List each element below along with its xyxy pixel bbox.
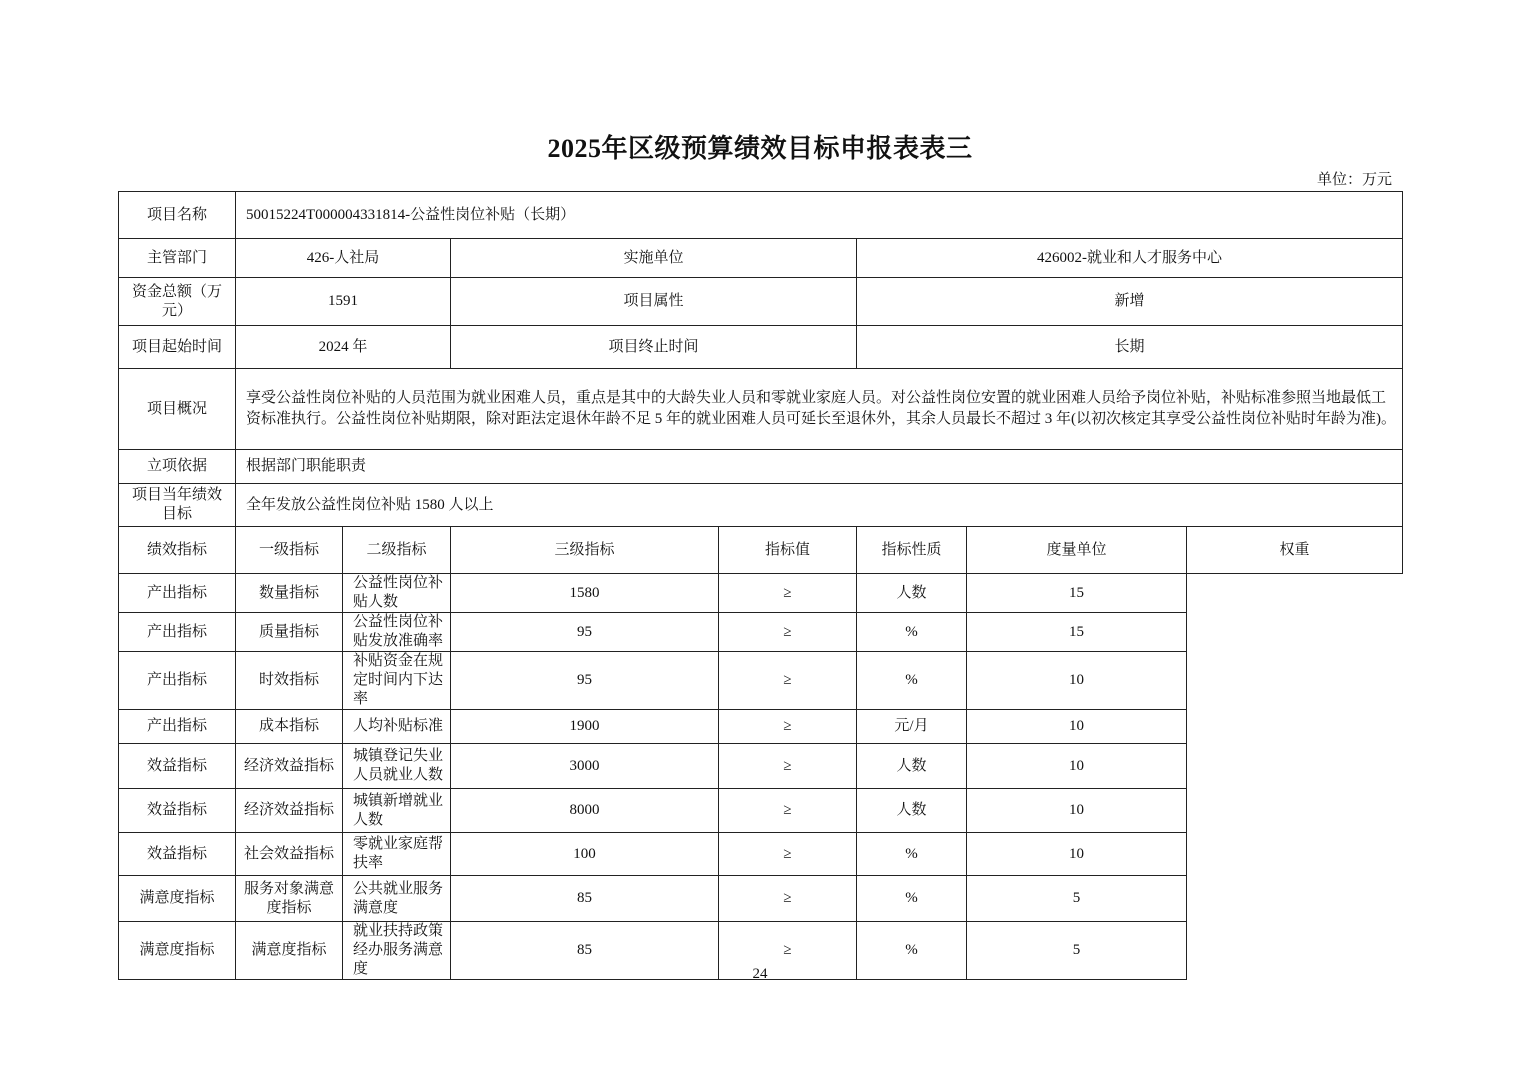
indicator-row: [119, 574, 1403, 613]
weight-cell: 15: [967, 574, 1187, 613]
level3-cell: 公共就业服务满意度: [343, 876, 451, 922]
attr-value: 新增: [857, 278, 1403, 326]
level1-cell: 产出指标: [119, 574, 236, 613]
level3-cell: 就业扶持政策经办服务满意度: [343, 922, 451, 980]
perf-label: 绩效指标: [119, 527, 236, 574]
basis-value: 根据部门职能职责: [236, 450, 1403, 484]
value-cell: 1900: [451, 710, 719, 744]
nature-cell: ≥: [719, 710, 857, 744]
indicator-row: [119, 652, 1403, 710]
nature-cell: ≥: [719, 922, 857, 980]
nature-cell: ≥: [719, 744, 857, 789]
end-label: 项目终止时间: [451, 326, 857, 369]
header-level1: 一级指标: [236, 527, 343, 574]
unit-cell: 元/月: [857, 710, 967, 744]
level1-cell: 产出指标: [119, 710, 236, 744]
basis-label: 立项依据: [119, 450, 236, 484]
dept-label: 主管部门: [119, 239, 236, 278]
level2-cell: 成本指标: [236, 710, 343, 744]
weight-cell: 10: [967, 833, 1187, 876]
nature-cell: ≥: [719, 613, 857, 652]
level1-cell: 满意度指标: [119, 876, 236, 922]
overview-text: 享受公益性岗位补贴的人员范围为就业困难人员，重点是其中的大龄失业人员和零就业家庭人员。对公益性岗位安置的就业困难人员给予岗位补贴，补贴标准参照当地最低工资标准执行。公益性岗位补贴期限，除对距法定退休年龄不足 5 年的就业困难人员可延长至退休外，其余人员最长不超过 3 年(以初次核定其享受公益性岗位补贴时年龄为准)。: [236, 369, 1403, 450]
indicator-row: [119, 833, 1403, 876]
level1-cell: 效益指标: [119, 744, 236, 789]
header-unit: 度量单位: [967, 527, 1187, 574]
start-value: 2024 年: [236, 326, 451, 369]
weight-cell: 5: [967, 922, 1187, 980]
level3-cell: 公益性岗位补贴发放准确率: [343, 613, 451, 652]
impl-label: 实施单位: [451, 239, 857, 278]
page-number: 24: [752, 966, 768, 982]
start-label: 项目起始时间: [119, 326, 236, 369]
level2-cell: 满意度指标: [236, 922, 343, 980]
nature-cell: ≥: [719, 652, 857, 710]
level3-cell: 城镇登记失业人员就业人数: [343, 744, 451, 789]
unit-cell: 人数: [857, 744, 967, 789]
project-name-label: 项目名称: [119, 192, 236, 239]
header-value: 指标值: [719, 527, 857, 574]
fund-value: 1591: [236, 278, 451, 326]
weight-cell: 15: [967, 613, 1187, 652]
header-level2: 二级指标: [343, 527, 451, 574]
overview-label: 项目概况: [119, 369, 236, 450]
value-cell: 100: [451, 833, 719, 876]
weight-cell: 10: [967, 710, 1187, 744]
value-cell: 85: [451, 876, 719, 922]
level3-cell: 人均补贴标准: [343, 710, 451, 744]
goal-label: 项目当年绩效目标: [119, 484, 236, 527]
level2-cell: 经济效益指标: [236, 744, 343, 789]
fund-label: 资金总额（万元）: [119, 278, 236, 326]
level2-cell: 经济效益指标: [236, 789, 343, 833]
level2-cell: 服务对象满意度指标: [236, 876, 343, 922]
level1-cell: 产出指标: [119, 613, 236, 652]
unit-cell: %: [857, 833, 967, 876]
nature-cell: ≥: [719, 574, 857, 613]
value-cell: 3000: [451, 744, 719, 789]
level1-cell: 效益指标: [119, 789, 236, 833]
level2-cell: 数量指标: [236, 574, 343, 613]
value-cell: 8000: [451, 789, 719, 833]
header-weight: 权重: [1187, 527, 1403, 574]
nature-cell: ≥: [719, 876, 857, 922]
indicator-row: [119, 710, 1403, 744]
impl-value: 426002-就业和人才服务中心: [857, 239, 1403, 278]
dept-value: 426-人社局: [236, 239, 451, 278]
level3-cell: 补贴资金在规定时间内下达率: [343, 652, 451, 710]
value-cell: 95: [451, 652, 719, 710]
unit-cell: %: [857, 652, 967, 710]
unit-cell: %: [857, 613, 967, 652]
value-cell: 95: [451, 613, 719, 652]
value-cell: 1580: [451, 574, 719, 613]
weight-cell: 10: [967, 744, 1187, 789]
unit-cell: 人数: [857, 789, 967, 833]
end-value: 长期: [857, 326, 1403, 369]
level1-cell: 效益指标: [119, 833, 236, 876]
unit-cell: 人数: [857, 574, 967, 613]
indicator-row: [119, 744, 1403, 789]
weight-cell: 5: [967, 876, 1187, 922]
document-title: 2025年区级预算绩效目标申报表表三: [547, 134, 973, 163]
unit-label: 单位：万元: [1316, 172, 1392, 188]
level2-cell: 质量指标: [236, 613, 343, 652]
weight-cell: 10: [967, 652, 1187, 710]
level3-cell: 城镇新增就业人数: [343, 789, 451, 833]
nature-cell: ≥: [719, 789, 857, 833]
indicator-row: [119, 613, 1403, 652]
value-cell: 85: [451, 922, 719, 980]
performance-table: [118, 191, 1403, 980]
indicator-row: [119, 876, 1403, 922]
level3-cell: 公益性岗位补贴人数: [343, 574, 451, 613]
weight-cell: 10: [967, 789, 1187, 833]
project-name: 50015224T000004331814-公益性岗位补贴（长期）: [236, 192, 1403, 239]
nature-cell: ≥: [719, 833, 857, 876]
level2-cell: 时效指标: [236, 652, 343, 710]
level1-cell: 满意度指标: [119, 922, 236, 980]
level1-cell: 产出指标: [119, 652, 236, 710]
attr-label: 项目属性: [451, 278, 857, 326]
goal-value: 全年发放公益性岗位补贴 1580 人以上: [236, 484, 1403, 527]
indicator-header-row: [119, 527, 1403, 574]
unit-cell: %: [857, 876, 967, 922]
header-nature: 指标性质: [857, 527, 967, 574]
unit-cell: %: [857, 922, 967, 980]
level3-cell: 零就业家庭帮扶率: [343, 833, 451, 876]
indicator-row: [119, 789, 1403, 833]
header-level3: 三级指标: [451, 527, 719, 574]
level2-cell: 社会效益指标: [236, 833, 343, 876]
